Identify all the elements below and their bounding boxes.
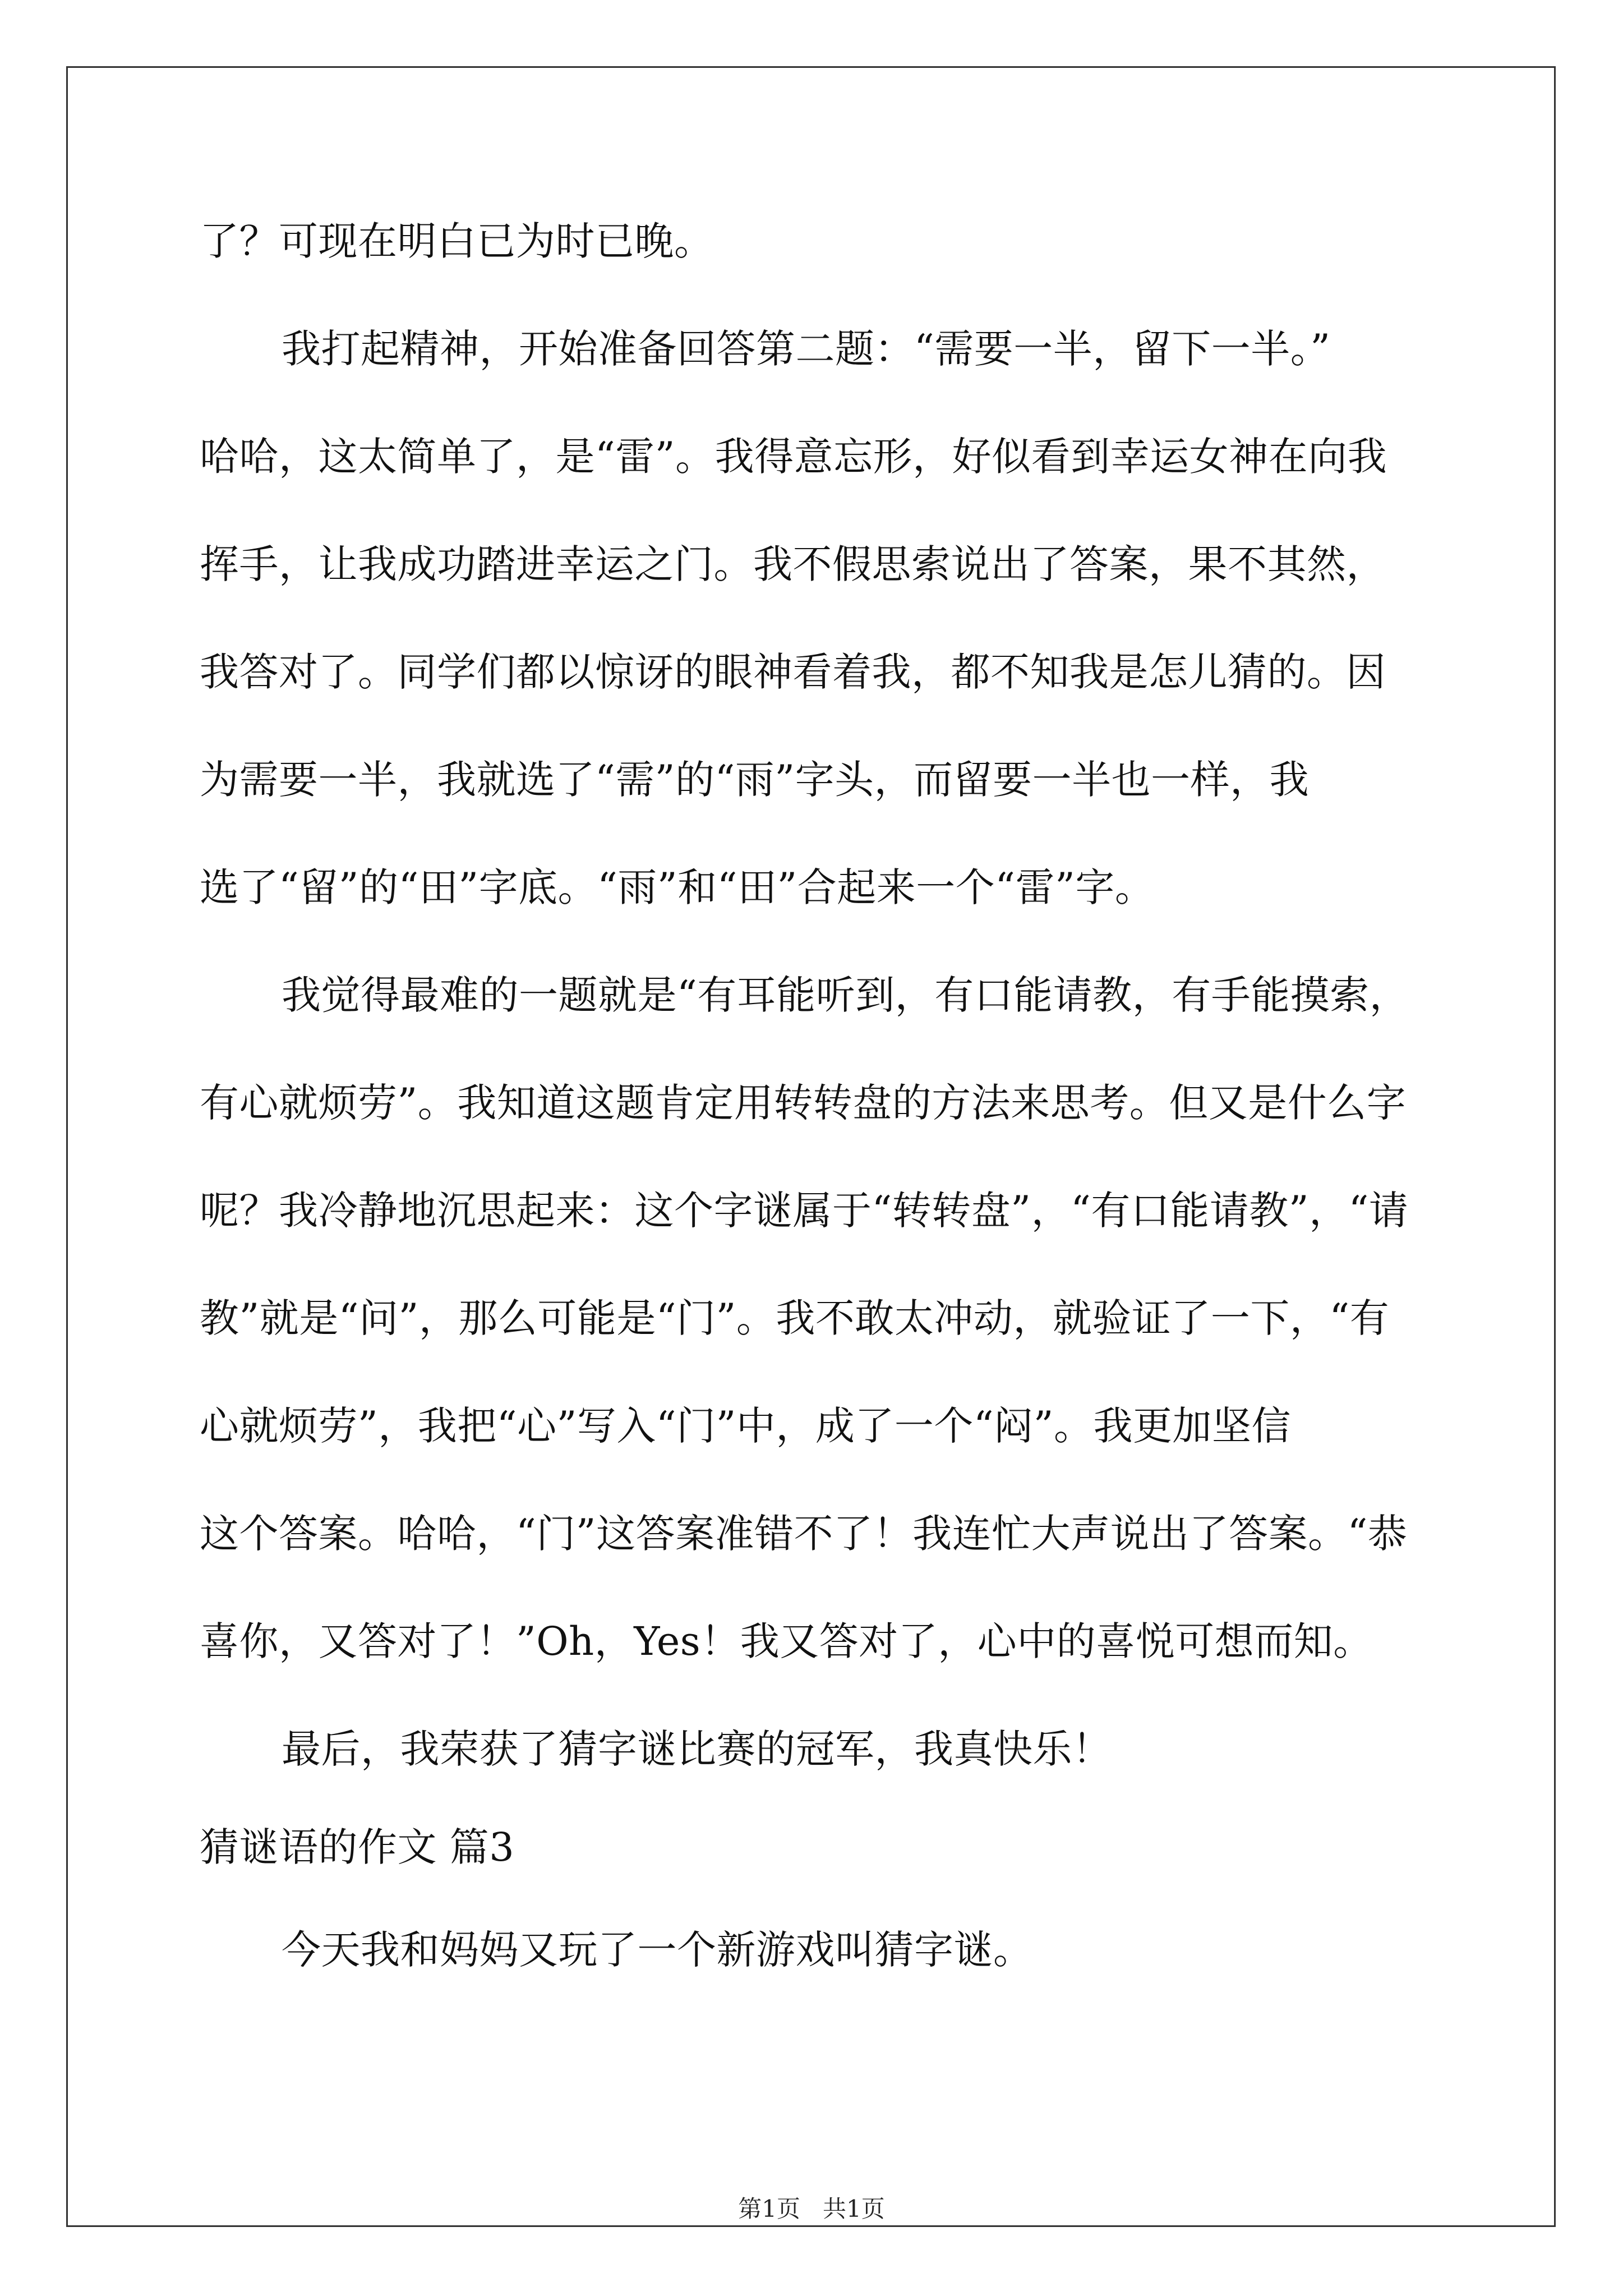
paragraph-line-8: 我觉得最难的一题就是“有耳能听到，有口能请教，有手能摸索， xyxy=(282,972,1409,1018)
paragraph-line-12: 心就烦劳”，我把“心”写入“门”中，成了一个“闷”。我更加坚信 xyxy=(200,1403,1292,1449)
paragraph-line-5: 我答对了。同学们都以惊讶的眼神看着我，都不知我是怎儿猜的。因 xyxy=(200,649,1386,695)
section-heading: 猜谜语的作文 篇3 xyxy=(200,1824,515,1870)
paragraph-line-2: 我打起精神，开始准备回答第二题：“需要一半，留下一半。” xyxy=(282,326,1331,372)
paragraph-line-4: 挥手，让我成功踏进幸运之门。我不假思索说出了答案，果不其然， xyxy=(200,541,1386,587)
paragraph-line-17: 今天我和妈妈又玩了一个新游戏叫猜字谜。 xyxy=(282,1927,1033,1973)
page-footer: 第1页 共1页 xyxy=(738,2195,885,2223)
paragraph-line-10: 呢？我冷静地沉思起来：这个字谜属于“转转盘”，“有口能请教”，“请 xyxy=(200,1188,1409,1234)
paragraph-line-9: 有心就烦劳”。我知道这题肯定用转转盘的方法来思考。但又是什么字 xyxy=(200,1080,1407,1126)
paragraph-line-3: 哈哈，这太简单了，是“雷”。我得意忘形，好似看到幸运女神在向我 xyxy=(200,434,1387,480)
paragraph-line-1: 了？可现在明白已为时已晚。 xyxy=(200,218,714,264)
paragraph-line-6: 为需要一半，我就选了“需”的“雨”字头，而留要一半也一样，我 xyxy=(200,757,1310,803)
page-border xyxy=(66,66,1556,2227)
paragraph-line-11: 教”就是“问”，那么可能是“门”。我不敢太冲动，就验证了一下，“有 xyxy=(200,1295,1390,1341)
paragraph-line-15: 最后，我荣获了猜字谜比赛的冠军，我真快乐！ xyxy=(282,1726,1112,1772)
paragraph-line-7: 选了“留”的“田”字底。“雨”和“田”合起来一个“雷”字。 xyxy=(200,864,1155,910)
paragraph-line-13: 这个答案。哈哈，“门”这答案准错不了！我连忙大声说出了答案。“恭 xyxy=(200,1511,1408,1557)
paragraph-line-14: 喜你，又答对了！”Oh，Yes！我又答对了，心中的喜悦可想而知。 xyxy=(200,1618,1373,1664)
